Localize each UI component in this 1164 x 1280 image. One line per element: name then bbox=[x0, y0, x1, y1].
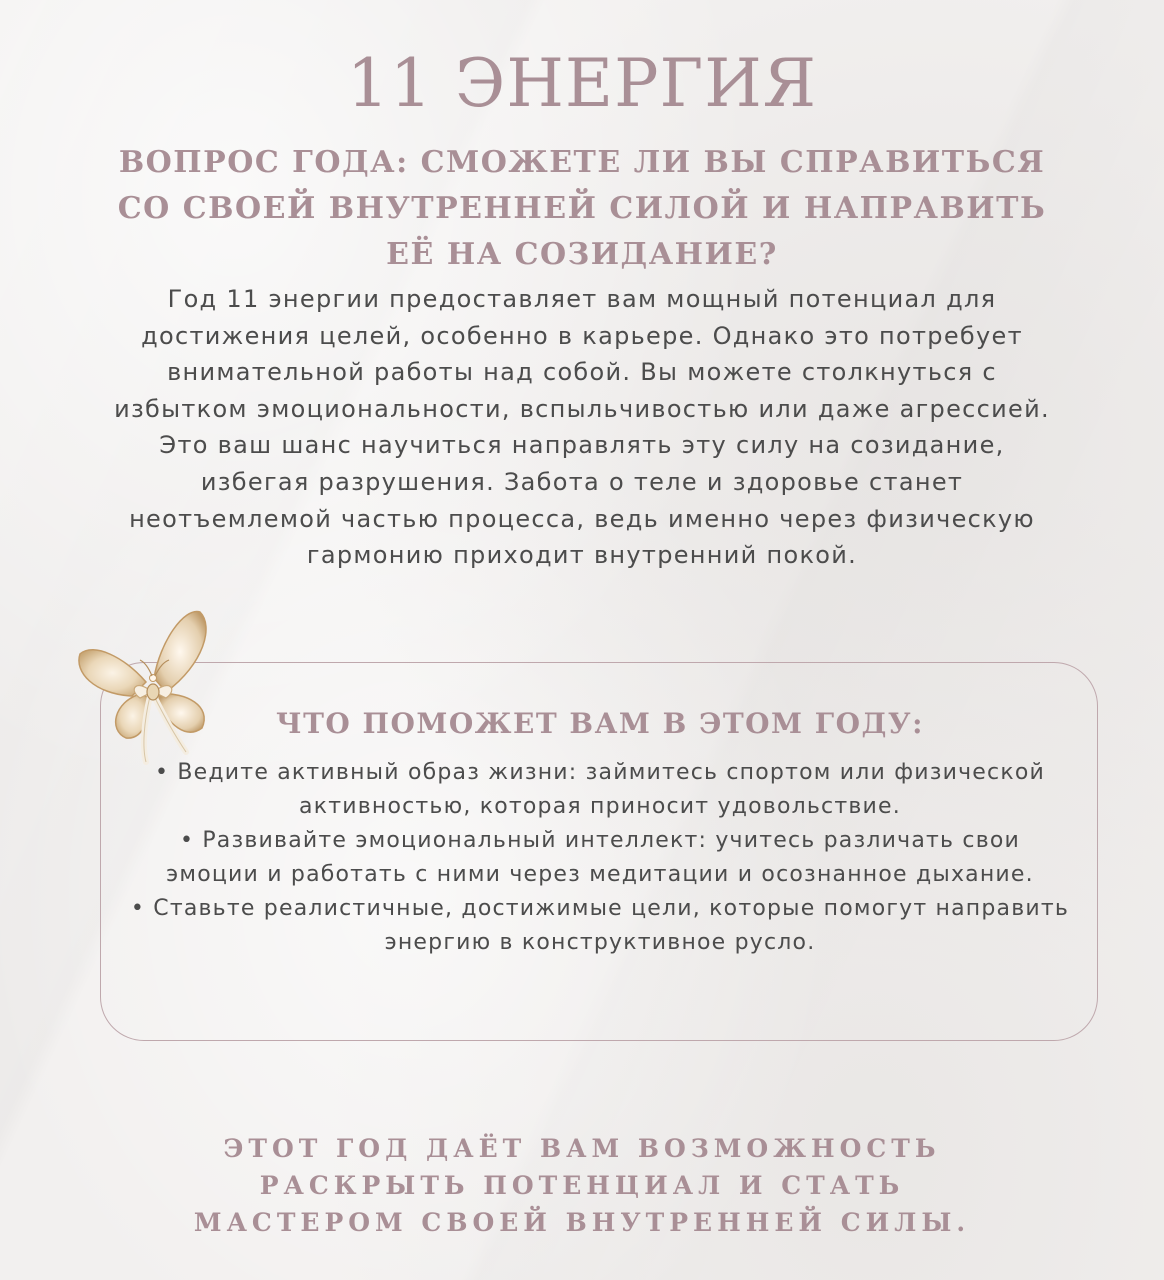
help-box-title: ЧТО ПОМОЖЕТ ВАМ В ЭТОМ ГОДУ: bbox=[276, 707, 924, 740]
butterfly-bow-icon bbox=[74, 602, 224, 767]
list-item: • Ставьте реалистичные, достижимые цели, которые помогут направить энергию в конструктивное русло. bbox=[130, 896, 1070, 955]
list-item: • Развивайте эмоциональный интеллект: учитесь различать свои эмоции и работать с ними через медитации и осознанное дыхание. bbox=[166, 828, 1034, 887]
year-question: ВОПРОС ГОДА: СМОЖЕТЕ ЛИ ВЫ СПРАВИТЬСЯ СО СВОЕЙ ВНУТРЕННЕЙ СИЛОЙ И НАПРАВИТЬ ЕЁ НА СОЗИДАНИЕ? bbox=[117, 145, 1047, 272]
page-title: 11 ЭНЕРГИЯ bbox=[346, 45, 818, 122]
closing-statement: ЭТОТ ГОД ДАЁТ ВАМ ВОЗМОЖНОСТЬ РАСКРЫТЬ ПОТЕНЦИАЛ И СТАТЬ МАСТЕРОМ СВОЕЙ ВНУТРЕННЕЙ СИЛЫ. bbox=[193, 1134, 971, 1237]
year-description: Год 11 энергии предоставляет вам мощный потенциал для достижения целей, особенно в карьере. Однако это потребует внимательной работы над собой. Вы можете столкнуться с избытком эмоциональности, вспыльчивостью или даже агрессией. Это ваш шанс научиться направлять эту силу на созидание, избегая разрушения. Забота о теле и здоровье станет неотъемлемой частью процесса, ведь именно через физическую гармонию приходит внутренний покой. bbox=[114, 285, 1050, 570]
list-item: • Ведите активный образ жизни: займитесь спортом или физической активностью, которая приносит удовольствие. bbox=[155, 760, 1045, 819]
help-list bbox=[130, 756, 1070, 960]
